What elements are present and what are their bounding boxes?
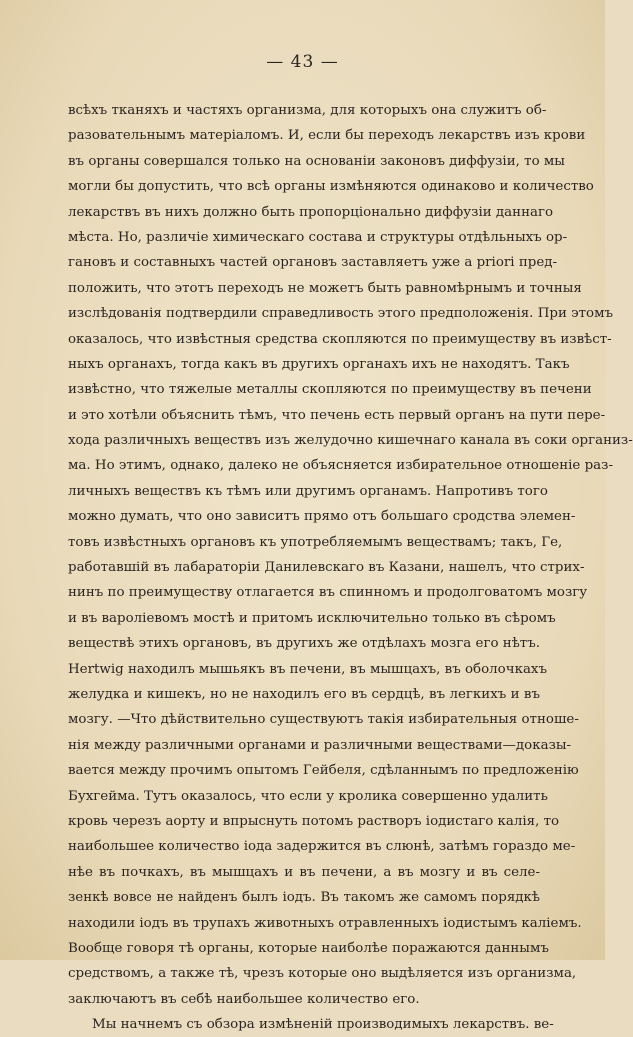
text-line: изслѣдованія подтвердили справедливость этого предположенія. При этомъ <box>68 306 614 322</box>
text-line: наибольшее количество іода задержится въ слюнѣ, затѣмъ гораздо ме- <box>68 839 576 855</box>
text-line: кровь черезъ аорту и впрыснуть потомъ растворъ іодистаго калія, то <box>68 813 560 829</box>
text-line: Мы начнемъ съ обзора измѣненій производимыхъ лекарствъ. ве- <box>92 1017 554 1033</box>
text-line: находили іодъ въ трупахъ животныхъ отравленныхъ іодистымъ каліемъ. <box>68 915 582 931</box>
text-line: разовательнымъ матеріаломъ. И, если бы переходъ лекарствъ изъ крови <box>68 128 586 144</box>
text-line: положить, что этотъ переходъ не можетъ быть равномѣрнымъ и точныя <box>68 280 582 296</box>
text-line: нинъ по преимуществу отлагается въ спинномъ и продолговатомъ мозгу <box>68 585 588 601</box>
text-line: товъ извѣстныхъ органовъ къ употребляемымъ веществамъ; такъ, Ге, <box>68 534 563 550</box>
text-line: лекарствъ въ нихъ должно быть пропорціонально диффузіи даннаго <box>68 204 554 220</box>
text-line: и это хотѣли объяснить тѣмъ, что печень есть первый органъ на пути пере- <box>68 407 606 423</box>
text-line: нѣе въ почкахъ, въ мышцахъ и въ печени, а въ мозгу и въ селе- <box>68 864 540 880</box>
text-line: вается между прочимъ опытомъ Гейбеля, сдѣланнымъ по предложенію <box>68 763 579 779</box>
text-line: Вообще говоря тѣ органы, которые наиболѣе поражаются даннымъ <box>68 940 549 956</box>
text-line: мозгу. —Что дѣйствительно существуютъ такія избирательныя отноше- <box>68 712 579 728</box>
text-line: въ органы совершался только на основаніи законовъ диффузіи, то мы <box>68 153 565 169</box>
text-line: хода различныхъ веществъ изъ желудочно кишечнаго канала въ соки организ- <box>68 433 633 449</box>
text-line: мѣста. Но, различіе химическаго состава и структуры отдѣльныхъ ор- <box>68 229 568 245</box>
text-line: Бухгейма. Тутъ оказалось, что если у кролика совершенно удалить <box>68 788 548 804</box>
text-line: личныхъ веществъ къ тѣмъ или другимъ органамъ. Напротивъ того <box>68 483 548 499</box>
text-line: веществѣ этихъ органовъ, въ другихъ же отдѣлахъ мозга его нѣтъ. <box>68 636 540 652</box>
text-line: извѣстно, что тяжелые металлы скопляются по преимуществу въ печени <box>68 382 592 398</box>
text-line: нія между различными органами и различными веществами—доказы- <box>68 737 572 753</box>
text-line: гановъ и составныхъ частей органовъ заставляетъ уже a priori пред- <box>68 255 558 271</box>
text-line: ныхъ органахъ, тогда какъ въ другихъ органахъ ихъ не находятъ. Такъ <box>68 356 570 372</box>
text-line: всѣхъ тканяхъ и частяхъ организма, для которыхъ она служитъ об- <box>68 103 547 118</box>
text-line: желудка и кишекъ, но не находилъ его въ сердцѣ, въ легкихъ и въ <box>68 686 540 702</box>
text-line: и въ вароліевомъ мостѣ и притомъ исключительно только въ сѣромъ <box>68 610 556 626</box>
text-line: работавшій въ лабараторіи Данилевскаго въ Казани, нашелъ, что стрих- <box>68 560 585 576</box>
text-line: оказалось, что извѣстныя средства скопляются по преимуществу въ извѣст- <box>68 331 612 347</box>
body-text <box>68 98 633 1037</box>
text-line: можно думать, что оно зависитъ прямо отъ большаго сродства элемен- <box>68 509 576 525</box>
text-line: ма. Но этимъ, однако, далеко не объясняется избирательное отношеніе раз- <box>68 458 613 474</box>
text-line: могли бы допустить, что всѣ органы измѣняются одинаково и количество <box>68 179 594 195</box>
text-line: средствомъ, а также тѣ, чрезъ которые оно выдѣляется изъ организма, <box>68 966 577 982</box>
text-line: зенкѣ вовсе не найденъ былъ іодъ. Въ такомъ же самомъ порядкѣ <box>68 890 540 906</box>
text-line: заключаютъ въ себѣ наибольшее количество его. <box>68 991 420 1007</box>
page-number: — 43 — <box>266 52 339 72</box>
text-line: Hertwig находилъ мышьякъ въ печени, въ мышцахъ, въ оболочкахъ <box>68 661 548 677</box>
